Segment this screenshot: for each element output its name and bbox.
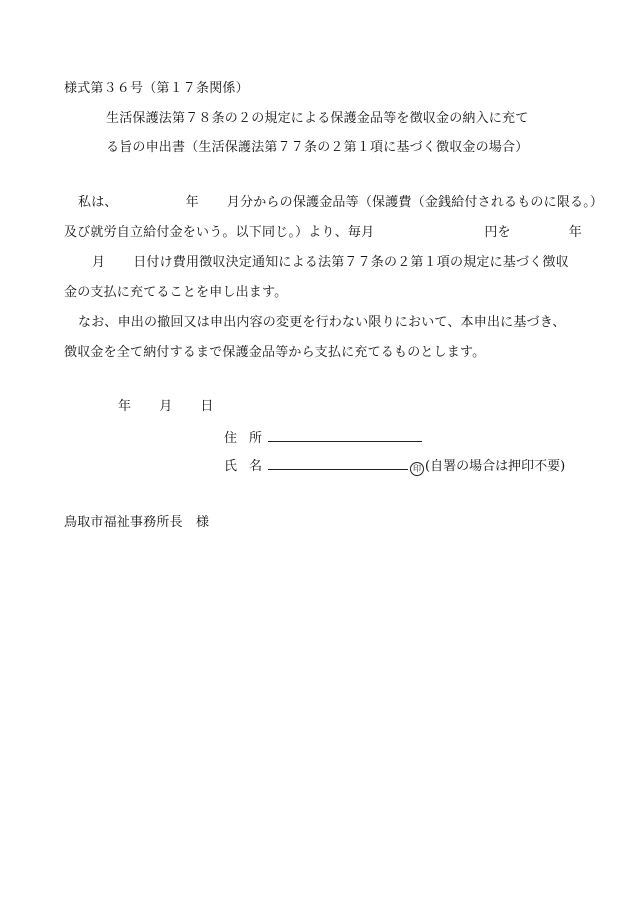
body-text-notice-month: 月 <box>92 255 106 270</box>
name-label-char-2: 名 <box>249 459 263 474</box>
seal-mark-icon: 印 <box>410 462 424 476</box>
body-line-2 <box>64 226 582 239</box>
body-text-notice-day: 日付け費用徴収決定通知による法第７７条の２第１項の規定に基づく徴収 <box>133 255 569 270</box>
address-label-char-2: 所 <box>249 431 263 446</box>
address-label <box>224 432 268 445</box>
body-text-monthly: 及び就労自立給付金をいう。以下同じ。）より、毎月 <box>64 225 375 240</box>
body-line-1 <box>78 196 603 209</box>
name-label <box>224 460 268 473</box>
date-day-label: 日 <box>200 399 214 414</box>
form-title-line-2: る旨の申出書（生活保護法第７７条の２第１項に基づく徴収金の場合） <box>106 140 529 155</box>
form-number: 様式第３６号（第１７条関係） <box>64 81 249 96</box>
name-row <box>224 456 565 476</box>
body-line-4: 金の支払に充てることを申し出ます。 <box>64 285 288 300</box>
address-label-char-1: 住 <box>224 431 238 446</box>
body-text-notice-year: 年 <box>568 225 582 240</box>
seal-note: (自署の場合は押印不要) <box>425 459 566 474</box>
body-text-year: 年 <box>185 195 199 210</box>
date-month-label: 月 <box>159 399 173 414</box>
body-line-5: なお、申出の撤回又は申出内容の変更を行わない限りにおいて、本申出に基づき、 <box>78 315 566 330</box>
body-text-yen: 円を <box>484 225 511 240</box>
address-field[interactable] <box>268 428 422 442</box>
date-year-label: 年 <box>118 399 132 414</box>
body-text-month-from: 月分からの保護金品等（保護費（金銭給付されるものに限る。） <box>226 195 604 210</box>
name-label-char-1: 氏 <box>224 459 238 474</box>
body-line-3 <box>92 256 569 269</box>
body-text-watashi: 私は、 <box>78 195 118 210</box>
name-field[interactable] <box>268 456 408 470</box>
addressee: 鳥取市福祉事務所長 様 <box>64 515 210 530</box>
application-date <box>118 400 214 413</box>
body-line-6: 徴収金を全て納付するまで保護金品等から支払に充てるものとします。 <box>64 345 486 360</box>
form-title-line-1: 生活保護法第７８条の２の規定による保護金品等を徴収金の納入に充て <box>106 111 529 126</box>
address-row <box>224 428 422 445</box>
